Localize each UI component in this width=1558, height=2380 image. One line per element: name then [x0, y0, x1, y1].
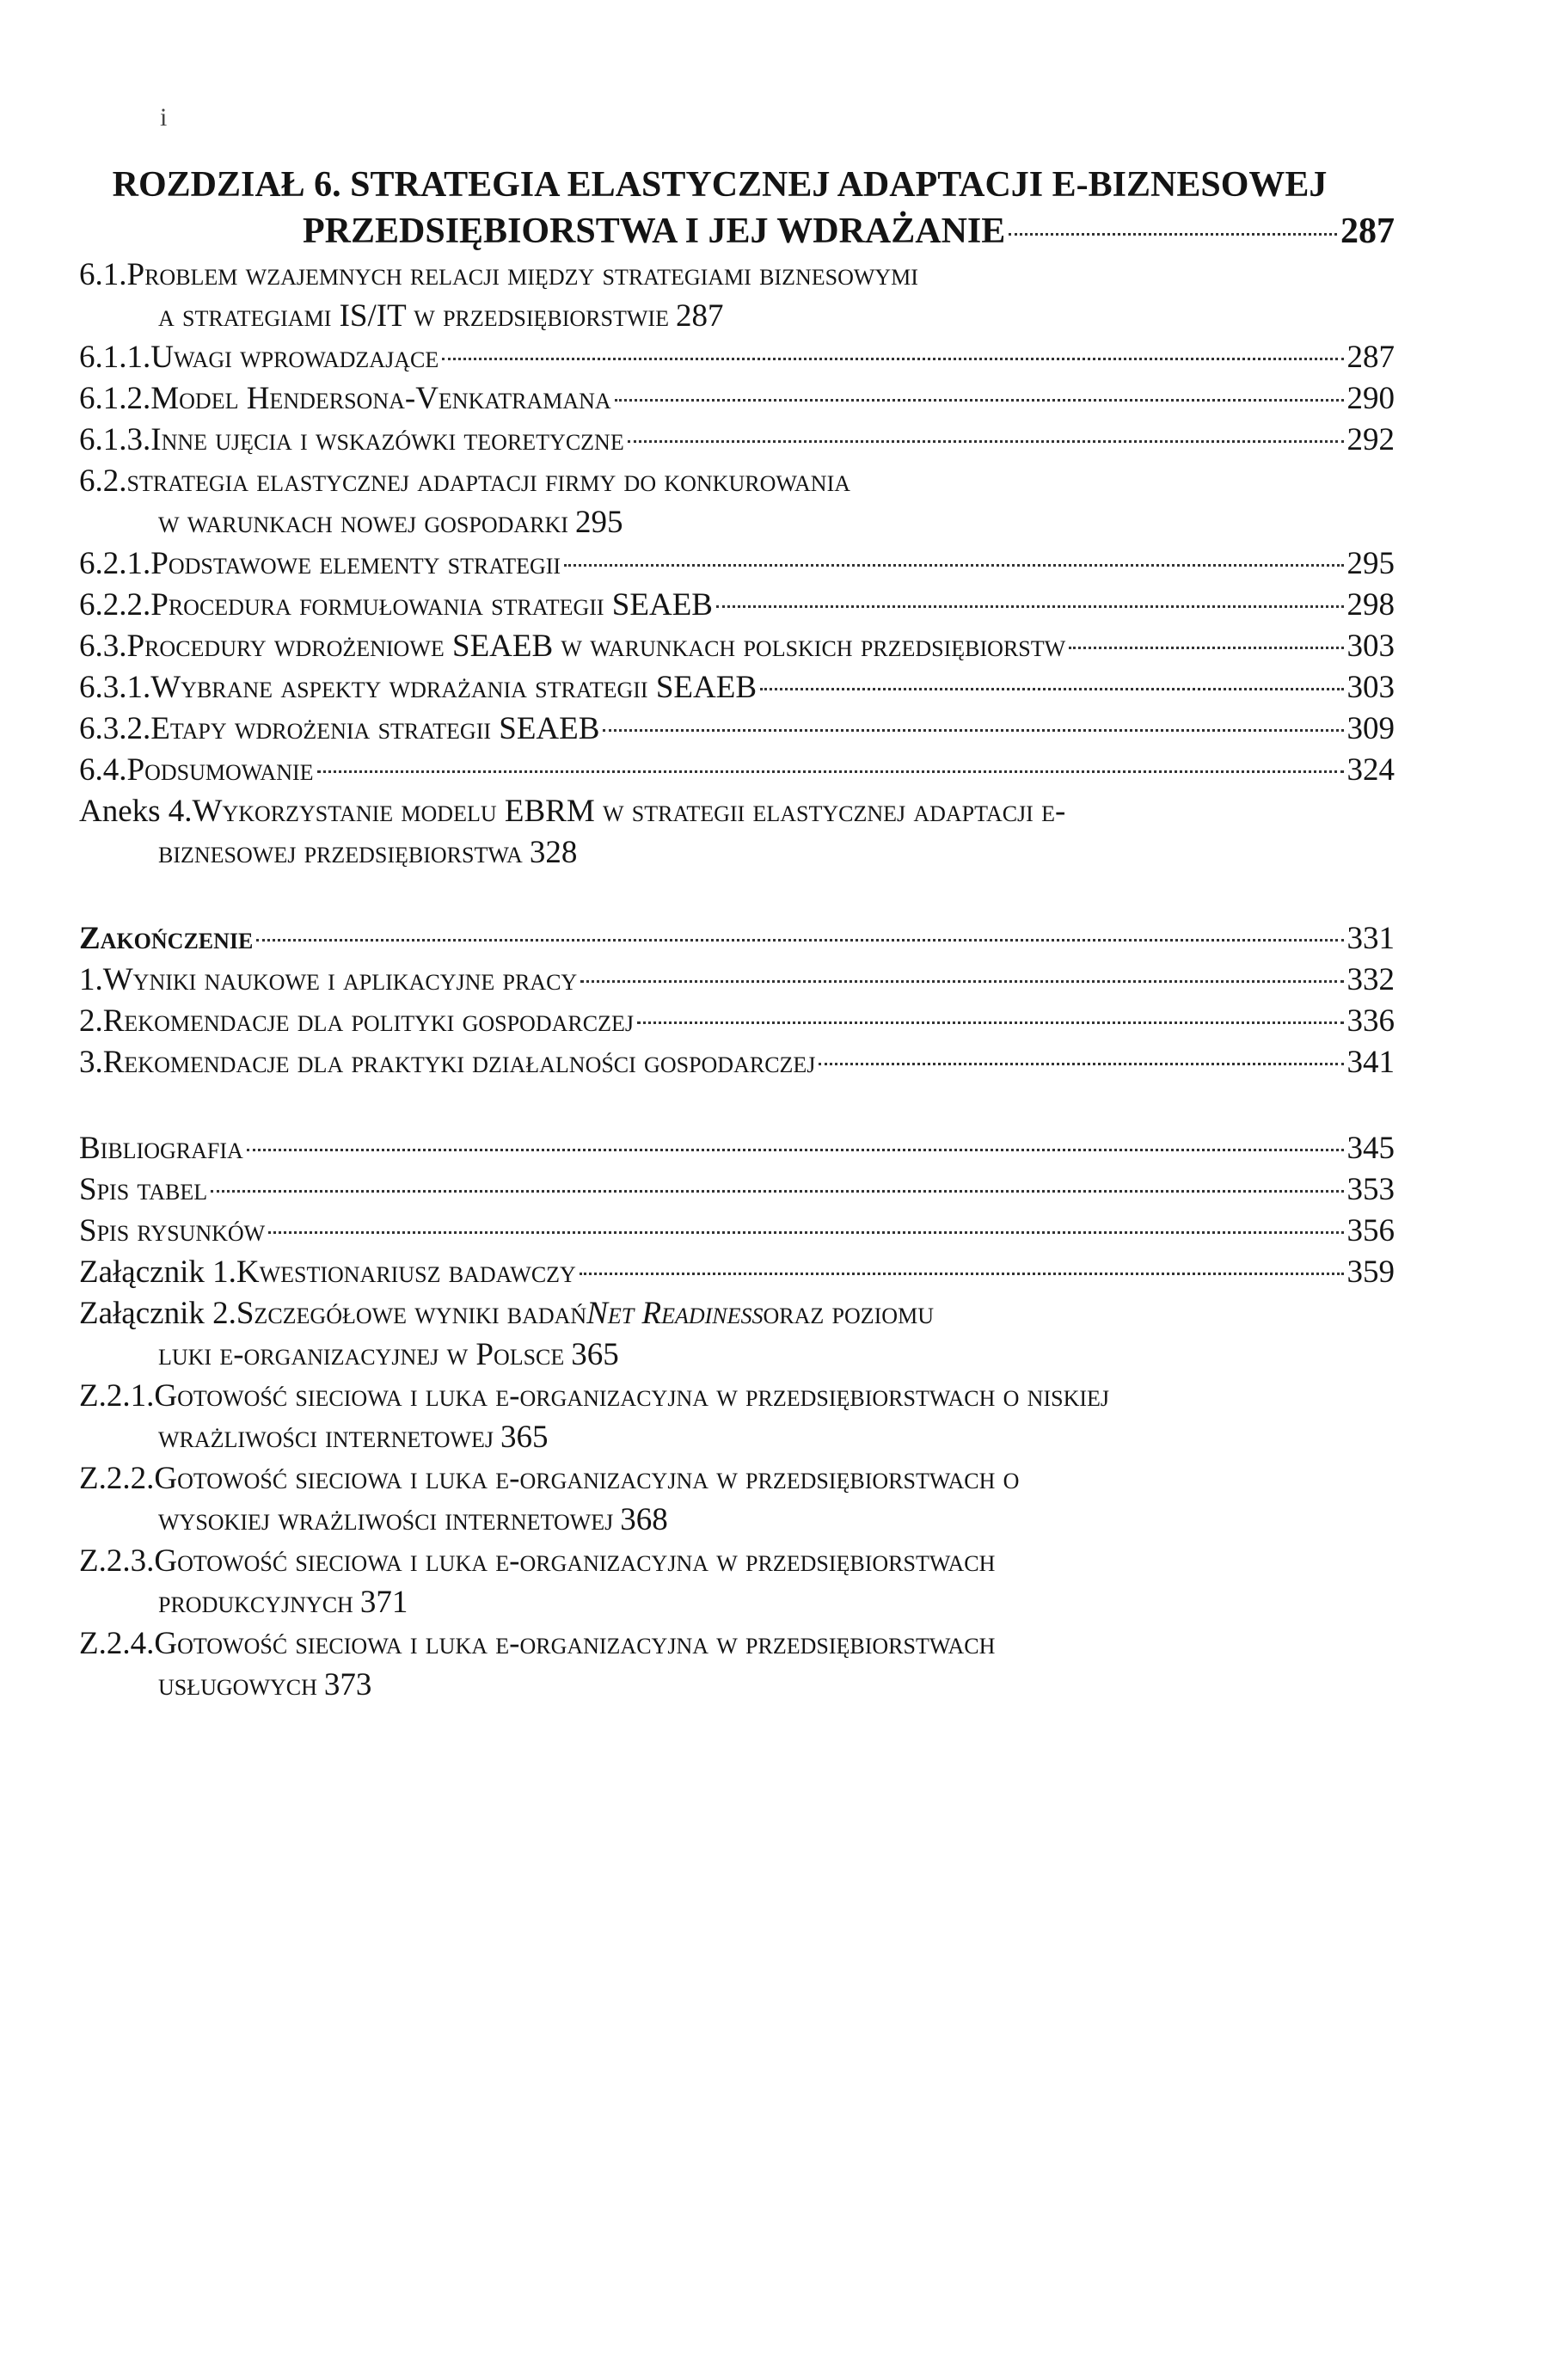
toc-entry-line	[79, 585, 1395, 626]
chapter-entries	[79, 255, 1395, 874]
toc-entry-line	[79, 1252, 1395, 1293]
entry-title-line2: biznesowej przedsiębiorstwa	[158, 835, 523, 870]
entry-page-number: 303	[1346, 670, 1395, 705]
table-of-contents	[79, 162, 1395, 1706]
entry-number: 6.3.2.	[79, 711, 151, 746]
dot-leader	[628, 440, 1344, 443]
toc-entry	[79, 1623, 1395, 1706]
toc-entry-second-line	[158, 1500, 1395, 1541]
chapter-title-line2: PRZEDSIĘBIORSTWA I JEJ WDRAŻANIE	[303, 212, 1006, 251]
toc-entry	[79, 918, 1395, 960]
entry-title: Podstawowe elementy strategii	[150, 546, 561, 581]
toc-entry	[79, 378, 1395, 420]
entry-page-number: 295	[574, 505, 623, 540]
toc-entry-line	[79, 1169, 1395, 1211]
toc-entry-line	[79, 750, 1395, 791]
toc-entry	[79, 255, 1395, 337]
toc-entry	[79, 585, 1395, 626]
entry-number: 6.3.	[79, 629, 127, 664]
entry-title: Spis tabel	[79, 1172, 208, 1207]
entry-title-line2: wysokiej wrażliwości internetowej	[158, 1502, 614, 1537]
toc-entry-second-line	[158, 1334, 1395, 1376]
entry-number: Załącznik 2.	[79, 1296, 236, 1331]
entry-title: Procedura formułowania strategii SEAEB	[150, 587, 713, 623]
entry-title-line1: Gotowość sieciowa i luka e-organizacyjna w przedsiębiorstwach	[154, 1626, 996, 1661]
entry-page-number: 324	[1346, 752, 1395, 788]
entry-page-number: 292	[1346, 422, 1395, 457]
entry-page-number: 371	[359, 1585, 408, 1620]
entry-page-number: 353	[1346, 1172, 1395, 1207]
dot-leader	[1009, 233, 1337, 236]
dot-leader	[256, 939, 1343, 942]
entry-title-line1: Gotowość sieciowa i luka e-organizacyjna w przedsiębiorstwach	[154, 1543, 996, 1579]
toc-entry-first-line	[79, 461, 1395, 502]
entry-page-number: 368	[620, 1502, 668, 1537]
entry-title-line2: w warunkach nowej gospodarki	[158, 505, 568, 540]
toc-entry	[79, 420, 1395, 461]
toc-entry-first-line	[79, 791, 1395, 832]
entry-number: 6.2.	[79, 463, 127, 499]
toc-entry-line	[79, 378, 1395, 420]
entry-page-number: 331	[1346, 921, 1395, 956]
toc-entry-line	[79, 1042, 1395, 1083]
entry-number: 1.	[79, 962, 103, 997]
entry-number: 6.1.	[79, 257, 127, 292]
entry-title-part: oraz poziomu	[763, 1296, 934, 1331]
entry-page-number: 290	[1346, 381, 1395, 416]
toc-entry-second-line	[158, 832, 1395, 874]
toc-entry	[79, 461, 1395, 543]
entry-title: Model Hendersona-Venkatramana	[150, 381, 611, 416]
dot-leader	[580, 1273, 1344, 1275]
entry-page-number: 295	[1346, 546, 1395, 581]
toc-entry-line	[79, 337, 1395, 378]
entry-title: Wybrane aspekty wdrażania strategii SEAEB	[150, 670, 757, 705]
entry-title: Uwagi wprowadzające	[150, 340, 439, 375]
toc-entry	[79, 1541, 1395, 1623]
entry-title-line2: luki e-organizacyjnej w Polsce	[158, 1337, 565, 1372]
toc-entry-second-line	[158, 1665, 1395, 1706]
toc-entry-first-line	[79, 255, 1395, 296]
dot-leader	[268, 1231, 1343, 1234]
entry-page-number: 309	[1346, 711, 1395, 746]
entry-number: Z.2.1.	[79, 1378, 155, 1414]
dot-leader	[716, 605, 1344, 608]
toc-entry-line	[79, 960, 1395, 1001]
dot-leader	[247, 1149, 1344, 1151]
entry-title-line1: Gotowość sieciowa i luka e-organizacyjna w przedsiębiorstwach o niskiej	[154, 1378, 1109, 1414]
entry-number: 3.	[79, 1045, 103, 1080]
entry-title: Zakończenie	[79, 921, 254, 956]
toc-entry	[79, 543, 1395, 585]
toc-entry	[79, 1458, 1395, 1541]
toc-entry-line	[79, 1128, 1395, 1169]
dot-leader	[580, 980, 1343, 983]
entry-title: Kwestionariusz badawczy	[236, 1254, 576, 1290]
dot-leader	[211, 1190, 1343, 1193]
entry-page-number: 345	[1346, 1131, 1395, 1166]
entry-title: Wyniki naukowe i aplikacyjne pracy	[102, 962, 578, 997]
entry-title: Bibliografia	[79, 1131, 243, 1166]
toc-entry-line	[79, 1001, 1395, 1042]
toc-entry	[79, 626, 1395, 667]
toc-entry	[79, 337, 1395, 378]
dot-leader	[564, 564, 1343, 567]
entry-title: Procedury wdrożeniowe SEAEB w warunkach polskich przedsiębiorstw	[126, 629, 1066, 664]
toc-entry	[79, 1169, 1395, 1211]
entry-number: Aneks 4.	[79, 794, 193, 829]
dot-leader	[1069, 647, 1343, 649]
toc-entry-first-line	[79, 1458, 1395, 1500]
dot-leader	[760, 688, 1344, 690]
toc-entry-second-line	[158, 1582, 1395, 1623]
entry-number: 6.1.3.	[79, 422, 151, 457]
toc-entry	[79, 1211, 1395, 1252]
entry-title: Podsumowanie	[126, 752, 314, 788]
toc-entry	[79, 708, 1395, 750]
toc-entry	[79, 791, 1395, 874]
entry-title-line2: a strategiami IS/IT w przedsiębiorstwie	[158, 298, 669, 334]
entry-page-number: 341	[1346, 1045, 1395, 1080]
entry-number: 6.2.2.	[79, 587, 151, 623]
conclusion-section	[79, 918, 1395, 1083]
dot-leader	[819, 1063, 1343, 1065]
entry-title-line1: Problem wzajemnych relacji między strategiami biznesowymi	[126, 257, 918, 292]
entry-number: Z.2.3.	[79, 1543, 155, 1579]
entry-title-italic: Net Readiness	[586, 1296, 764, 1331]
entry-title: Rekomendacje dla polityki gospodarczej	[102, 1003, 634, 1039]
toc-entry	[79, 1128, 1395, 1169]
entry-title: Etapy wdrożenia strategii SEAEB	[150, 711, 600, 746]
chapter-heading	[79, 162, 1395, 255]
entry-title: Spis rysunków	[79, 1213, 266, 1248]
toc-entry-line	[79, 1211, 1395, 1252]
entry-number: Z.2.4.	[79, 1626, 155, 1661]
toc-entry-second-line	[158, 1417, 1395, 1458]
entry-title-line1: strategia elastycznej adaptacji firmy do konkurowania	[126, 463, 850, 499]
toc-entry-second-line	[158, 502, 1395, 543]
entry-page-number: 365	[571, 1337, 619, 1372]
dot-leader	[603, 729, 1343, 732]
entry-title: Inne ujęcia i wskazówki teoretyczne	[150, 422, 624, 457]
toc-entry-line	[79, 708, 1395, 750]
dot-leader	[442, 358, 1343, 360]
entry-page-number: 373	[323, 1667, 372, 1702]
entry-page-number: 298	[1346, 587, 1395, 623]
back-matter-section	[79, 1128, 1395, 1706]
entry-title-line1: Gotowość sieciowa i luka e-organizacyjna w przedsiębiorstwach o	[154, 1461, 1020, 1496]
toc-entry-second-line	[158, 296, 1395, 337]
toc-entry	[79, 667, 1395, 708]
entry-title-part: Szczegółowe wyniki badań	[236, 1296, 587, 1331]
entry-page-number: 336	[1346, 1003, 1395, 1039]
toc-entry-first-line	[79, 1623, 1395, 1665]
toc-entry-first-line	[79, 1541, 1395, 1582]
entry-page-number: 359	[1346, 1254, 1395, 1290]
entry-page-number: 365	[500, 1420, 549, 1455]
entry-page-number: 328	[529, 835, 578, 870]
toc-entry	[79, 1293, 1395, 1376]
page-mark: i	[160, 103, 168, 132]
entry-title-line2: produkcyjnych	[158, 1585, 353, 1620]
toc-entry-first-line	[79, 1293, 1395, 1334]
entry-number: Załącznik 1.	[79, 1254, 236, 1290]
toc-entry	[79, 1376, 1395, 1458]
toc-entry-line	[79, 667, 1395, 708]
entry-number: 6.1.1.	[79, 340, 151, 375]
entry-number: 6.2.1.	[79, 546, 151, 581]
toc-entry-line	[79, 543, 1395, 585]
toc-entry-first-line	[79, 1376, 1395, 1417]
toc-entry	[79, 1252, 1395, 1293]
toc-entry	[79, 750, 1395, 791]
dot-leader	[615, 399, 1344, 402]
entry-title-line2: wrażliwości internetowej	[158, 1420, 494, 1455]
toc-entry	[79, 960, 1395, 1001]
entry-number: 2.	[79, 1003, 103, 1039]
entry-page-number: 332	[1346, 962, 1395, 997]
toc-entry-line	[79, 918, 1395, 960]
entry-page-number: 356	[1346, 1213, 1395, 1248]
entry-title-line1: Wykorzystanie modelu EBRM w strategii elastycznej adaptacji e-	[192, 794, 1066, 829]
entry-page-number: 287	[1346, 340, 1395, 375]
entry-page-number: 287	[675, 298, 724, 334]
chapter-title-line1: ROZDZIAŁ 6. STRATEGIA ELASTYCZNEJ ADAPTACJI E-BIZNESOWEJ	[112, 165, 1328, 205]
toc-entry	[79, 1001, 1395, 1042]
entry-page-number: 303	[1346, 629, 1395, 664]
entry-number: Z.2.2.	[79, 1461, 155, 1496]
entry-title-line2: usługowych	[158, 1667, 317, 1702]
entry-number: 6.4.	[79, 752, 127, 788]
chapter-page-number: 287	[1340, 212, 1395, 251]
dot-leader	[317, 770, 1344, 773]
entry-title: Rekomendacje dla praktyki działalności gospodarczej	[102, 1045, 816, 1080]
toc-entry	[79, 1042, 1395, 1083]
toc-entry-line	[79, 420, 1395, 461]
dot-leader	[637, 1021, 1344, 1024]
toc-entry-line	[79, 626, 1395, 667]
entry-number: 6.1.2.	[79, 381, 151, 416]
entry-number: 6.3.1.	[79, 670, 151, 705]
